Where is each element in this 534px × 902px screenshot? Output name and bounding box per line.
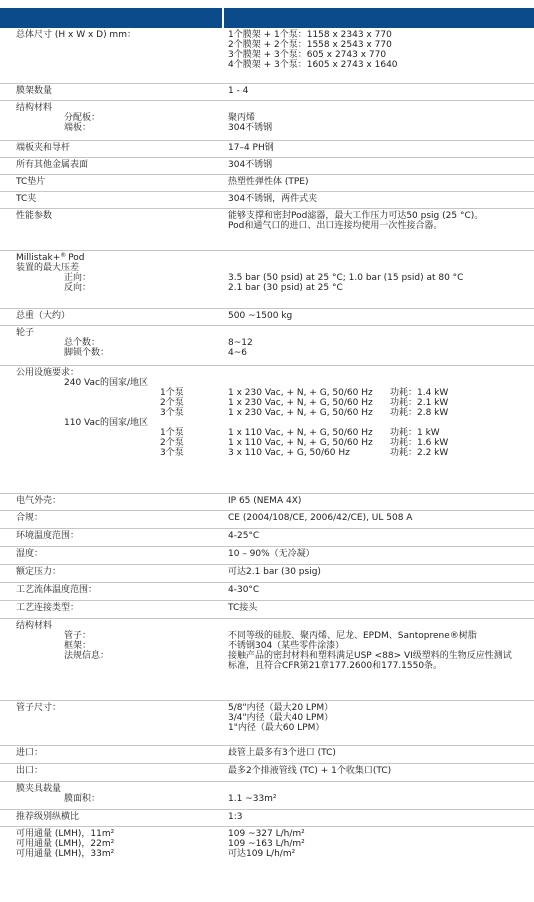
row-sub-label: 反向： [64,283,92,293]
table-header-bar [0,8,534,28]
row-performance [0,209,534,251]
row-ratio [0,810,534,827]
power-consumption: 功耗：2.2 kW [390,448,449,458]
row-label: 装置的最大压差 [16,263,80,273]
row-label: 环境温度范围： [16,531,80,541]
row-value: 5/8"内径（最大20 LPM） [228,703,334,713]
row-sub-label: 总个数： [64,338,101,348]
row-value: 1 - 4 [228,86,249,96]
row-sub-label: 管子： [64,631,92,641]
spec-table [0,8,534,861]
row-label: Millistak+ [16,253,61,263]
row-value: 304不锈钢 [228,123,273,133]
row-value: 4-30°C [228,585,260,595]
row-label: 结构材料 [16,103,53,113]
row-label: 湿度： [16,549,44,559]
row-label: 可用通量 (LMH)，33m² [16,849,115,859]
pump-count: 3个泵 [160,448,184,458]
row-value: 4个膜架 + 3个泵：1605 x 2743 x 1640 [228,60,398,70]
row-clamp [0,141,534,158]
row-wheels [0,326,534,366]
row-enclosure [0,494,534,511]
row-value: 4~6 [228,348,247,358]
header-cell-right [224,8,534,28]
row-value: IP 65 (NEMA 4X) [228,496,302,506]
row-sub-label: 端板： [64,123,92,133]
row-label: 进口： [16,748,44,758]
supply-spec: 3 x 110 Vac, + G, 50/60 Hz [228,448,350,458]
row-value: Pod和通气口的进口、出口连接均使用一次性接合器。 [228,221,443,231]
power-consumption: 功耗：1.4 kW [390,388,449,398]
row-label: 性能参数 [16,211,53,221]
row-fluid-temp [0,583,534,601]
row-sub-label: 正向： [64,273,92,283]
row-label: 合规： [16,513,44,523]
row-label: 推荐级别纵横比 [16,812,80,822]
row-value: TC接头 [228,603,258,613]
row-compliance [0,511,534,529]
power-consumption: 功耗：2.1 kW [390,398,449,408]
row-label: 电气外壳： [16,496,62,506]
row-value: 2个膜架 + 2个泵：1558 x 2543 x 770 [228,40,392,50]
row-humidity [0,547,534,565]
row-value: 17–4 PH钢 [228,143,274,153]
row-value: 3个膜架 + 3个泵：605 x 2743 x 770 [228,50,387,60]
row-sub-label: 脚锁个数： [64,348,110,358]
row-label: TC夹 [16,194,37,204]
row-tc-gasket [0,175,534,192]
group-label: 110 Vac的国家/地区 [64,418,148,428]
row-ambient-temp [0,529,534,547]
row-dimensions [0,28,534,84]
power-consumption: 功耗：1 kW [390,428,440,438]
row-value: 4-25°C [228,531,260,541]
row-label: 结构材料 [16,621,53,631]
row-value: 能够支撑和密封Pod滤器，最大工作压力可达50 psig (25 °C)。 [228,211,484,221]
row-materials-2 [0,619,534,701]
row-connection-type [0,601,534,619]
row-value: 可达2.1 bar (30 psig) [228,567,321,577]
row-label: 可用通量 (LMH)，22m² [16,839,115,849]
header-cell-left [0,8,222,28]
row-label: 所有其他金属表面 [16,160,89,170]
row-label: 工艺流体温度范围： [16,585,98,595]
power-consumption: 功耗：1.6 kW [390,438,449,448]
row-label: 可用通量 (LMH)，11m² [16,829,115,839]
row-label: 总重（大约） [16,311,71,321]
row-value: 不同等级的硅胶、聚丙烯、尼龙、EPDM、Santoprene®树脂 [228,631,477,641]
row-label: Pod [68,253,85,263]
row-label: 端板夹和导杆 [16,143,71,153]
pump-count: 2个泵 [160,438,184,448]
pump-count: 1个泵 [160,388,184,398]
row-value: 接触产品的密封材料和塑料满足USP <88> VI级塑料的生物反应性测试 [228,651,512,661]
row-metal-surfaces [0,158,534,175]
row-max-pressure-diff [0,251,534,309]
row-label: 工艺连接类型： [16,603,80,613]
row-label: 膜夹具载量 [16,784,62,794]
row-sub-label: 法规信息： [64,651,110,661]
row-value: 标准，且符合CFR第21章177.2600和177.1550条。 [228,661,443,671]
row-sub-label: 框架： [64,641,92,651]
row-value: 3.5 bar (50 psid) at 25 °C; 1.0 bar (15 psid) at 80 °C [228,273,464,283]
row-value: 304不锈钢 [228,160,273,170]
row-label: 出口： [16,766,44,776]
supply-spec: 1 x 110 Vac, + N, + G, 50/60 Hz [228,438,373,448]
supply-spec: 1 x 110 Vac, + N, + G, 50/60 Hz [228,428,373,438]
row-value: 10 – 90%（无冷凝） [228,549,315,559]
row-value: 109 ~327 L/h/m² [228,829,305,839]
row-capacity [0,782,534,810]
row-value: 304不锈钢，两件式夹 [228,194,318,204]
row-label: 公用设施要求： [16,368,80,378]
row-utilities [0,366,534,494]
row-flux [0,827,534,861]
row-weight [0,309,534,326]
row-label: 额定压力： [16,567,62,577]
group-label: 240 Vac的国家/地区 [64,378,148,388]
row-value: 不锈钢304（某些零件涂漆） [228,641,345,651]
power-consumption: 功耗：2.8 kW [390,408,449,418]
pump-count: 1个泵 [160,428,184,438]
row-value: 3/4"内径（最大40 LPM） [228,713,334,723]
row-value: 1.1 ~33m² [228,794,277,804]
row-value: 1"内径（最大60 LPM） [228,723,325,733]
supply-spec: 1 x 230 Vac, + N, + G, 50/60 Hz [228,408,373,418]
row-value: 最多2个排液管线 (TC) + 1个收集口(TC) [228,766,392,776]
pump-count: 2个泵 [160,398,184,408]
row-value: 2.1 bar (30 psid) at 25 °C [228,283,343,293]
row-holder-count [0,84,534,101]
row-value: 500 ~1500 kg [228,311,293,321]
supply-spec: 1 x 230 Vac, + N, + G, 50/60 Hz [228,398,373,408]
pump-count: 3个泵 [160,408,184,418]
row-value: CE (2004/108/CE, 2006/42/CE), UL 508 A [228,513,413,523]
row-value: 109 ~163 L/h/m² [228,839,305,849]
row-inlet [0,746,534,764]
row-tc-clamp [0,192,534,209]
row-value: 热塑性弹性体 (TPE) [228,177,309,187]
row-value: 1:3 [228,812,243,822]
row-value: 可达109 L/h/m² [228,849,296,859]
row-sub-label: 分配板： [64,113,101,123]
registered-mark: ® [60,252,69,259]
row-label: 膜架数量 [16,86,53,96]
row-label: TC垫片 [16,177,46,187]
row-value: 歧管上最多有3个进口 (TC) [228,748,336,758]
row-tubing [0,701,534,746]
row-value: 1个膜架 + 1个泵：1158 x 2343 x 770 [228,30,392,40]
row-sub-label: 膜面积： [64,794,101,804]
row-materials [0,101,534,141]
row-value: 聚丙烯 [228,113,256,123]
row-label: 总体尺寸 (H x W x D) mm： [16,30,136,40]
row-label: 轮子 [16,328,35,338]
row-value: 8~12 [228,338,253,348]
row-label: 管子尺寸： [16,703,62,713]
supply-spec: 1 x 230 Vac, + N, + G, 50/60 Hz [228,388,373,398]
row-rated-pressure [0,565,534,583]
row-outlet [0,764,534,782]
